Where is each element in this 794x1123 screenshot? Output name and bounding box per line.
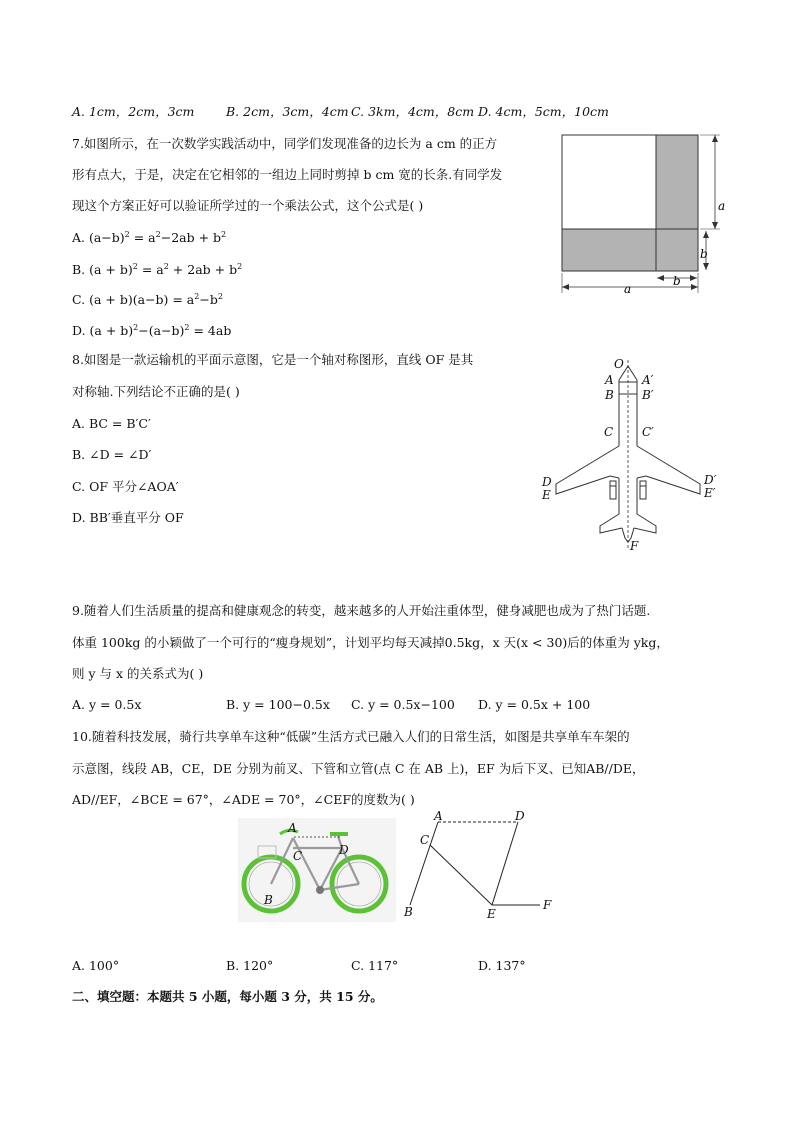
q9-line3: 则 y 与 x 的关系式为( ): [72, 666, 204, 681]
q8-label-f: F: [630, 539, 639, 553]
q7-option-a: A. $(a-b)^2 = a^2-2ab + b^2$: [72, 230, 227, 245]
q8-option-d: D. BB′垂直平分 OF: [72, 510, 184, 525]
q7-label-a-bottom: a: [624, 282, 632, 296]
q10-label-e: E: [487, 907, 496, 921]
q7-stem-line3: 现这个方案正好可以验证所学过的一个乘法公式，这个公式是( ): [72, 198, 424, 213]
q10-option-a: A. 100°: [72, 958, 120, 973]
q8-label-a-prime: A′: [642, 373, 654, 387]
q7-option-d: D. $(a + b)^2-(a-b)^2 = 4ab$: [72, 323, 232, 338]
q7-shaded-horizontal-strip: [562, 229, 698, 271]
q10-line3: AD//EF，∠BCE = 67°，∠ADE = 70°，∠CEF的度数为( ): [72, 792, 415, 807]
q9-option-d: D. y = 0.5x + 100: [478, 697, 591, 712]
q7-option-b: B. $(a + b)^2 = a^2 + 2ab + b^2$: [72, 262, 243, 277]
q8-label-c: C: [604, 425, 614, 439]
q10-label-a: A: [434, 809, 443, 823]
q10-label-d: D: [515, 809, 525, 823]
q10-photo-label-a: A: [288, 821, 297, 835]
q8-label-e-prime: E′: [704, 486, 716, 500]
q10-label-f: F: [543, 898, 552, 912]
q7-stem-line2: 形有点大，于是，决定在它相邻的一组边上同时剪掉 b cm 宽的长条.有同学发: [72, 167, 503, 182]
q7-square-figure: [560, 133, 730, 295]
q7-option-c: C. $(a + b)(a-b) = a^2-b^2$: [72, 292, 223, 307]
q9-option-b: B. y = 100−0.5x: [226, 697, 330, 712]
q10-line1: 10.随着科技发展，骑行共享单车这种“低碳”生活方式已融入人们的日常生活，如图是共享单车车架的: [72, 729, 630, 744]
q8-label-c-prime: C′: [642, 425, 654, 439]
q10-geometry-figure: [402, 809, 562, 922]
q8-stem-line2: 对称轴.下列结论不正确的是( ): [72, 384, 240, 399]
q9-line2: 体重 100kg 的小颖做了一个可行的“瘦身规划”，计划平均每天减掉0.5kg，x 天(x < 30)后的体重为 ykg，: [72, 635, 669, 650]
q8-label-e: E: [542, 488, 551, 502]
q6-option-a: A. 1cm，2cm，3cm: [72, 104, 195, 119]
q7-stem-line1: 7.如图所示，在一次数学实践活动中，同学们发现准备的边长为 a cm 的正方: [72, 136, 498, 151]
q8-label-o: O: [614, 357, 624, 371]
q10-option-b: B. 120°: [226, 958, 274, 973]
q10-option-d: D. 137°: [478, 958, 526, 973]
q9-line1: 9.随着人们生活质量的提高和健康观念的转变，越来越多的人开始注重体型，健身减肥也成为了热门话题.: [72, 603, 651, 618]
q8-option-a: A. BC = B′C′: [72, 416, 151, 431]
q8-label-b-prime: B′: [642, 388, 654, 402]
q9-option-c: C. y = 0.5x−100: [351, 697, 455, 712]
q7-label-b-right: b: [700, 247, 708, 261]
q8-option-b: B. ∠D = ∠D′: [72, 447, 152, 462]
q6-option-d: D. 4cm，5cm，10cm: [478, 104, 609, 119]
section-2-heading: 二、填空题：本题共 5 小题，每小题 3 分，共 15 分。: [72, 989, 383, 1004]
q10-option-c: C. 117°: [351, 958, 399, 973]
q10-line2: 示意图，线段 AB，CE，DE 分别为前叉、下管和立管(点 C 在 AB 上)，EF 为后下叉、已知AB//DE，: [72, 761, 645, 776]
q7-label-a-right: a: [718, 199, 726, 213]
q6-option-b: B. 2cm，3cm，4cm: [226, 104, 349, 119]
q8-label-d-prime: D′: [704, 473, 717, 487]
q8-label-a: A: [605, 373, 614, 387]
q10-photo-label-c: C: [293, 849, 303, 863]
q10-bicycle-photo: [238, 818, 396, 922]
q10-label-c: C: [420, 833, 430, 847]
q8-label-d: D: [542, 475, 552, 489]
q9-option-a: A. y = 0.5x: [72, 697, 142, 712]
q6-option-c: C. 3km，4cm，8cm: [351, 104, 475, 119]
q10-photo-label-d: D: [339, 843, 349, 857]
q8-label-b: B: [605, 388, 614, 402]
q7-label-b-bottom: b: [673, 274, 681, 288]
q10-photo-label-b: B: [264, 893, 273, 907]
q8-airplane-figure: [538, 356, 728, 556]
q8-stem-line1: 8.如图是一款运输机的平面示意图，它是一个轴对称图形，直线 OF 是其: [72, 352, 474, 367]
q8-option-c: C. OF 平分∠AOA′: [72, 479, 179, 494]
q10-label-b: B: [404, 905, 413, 919]
